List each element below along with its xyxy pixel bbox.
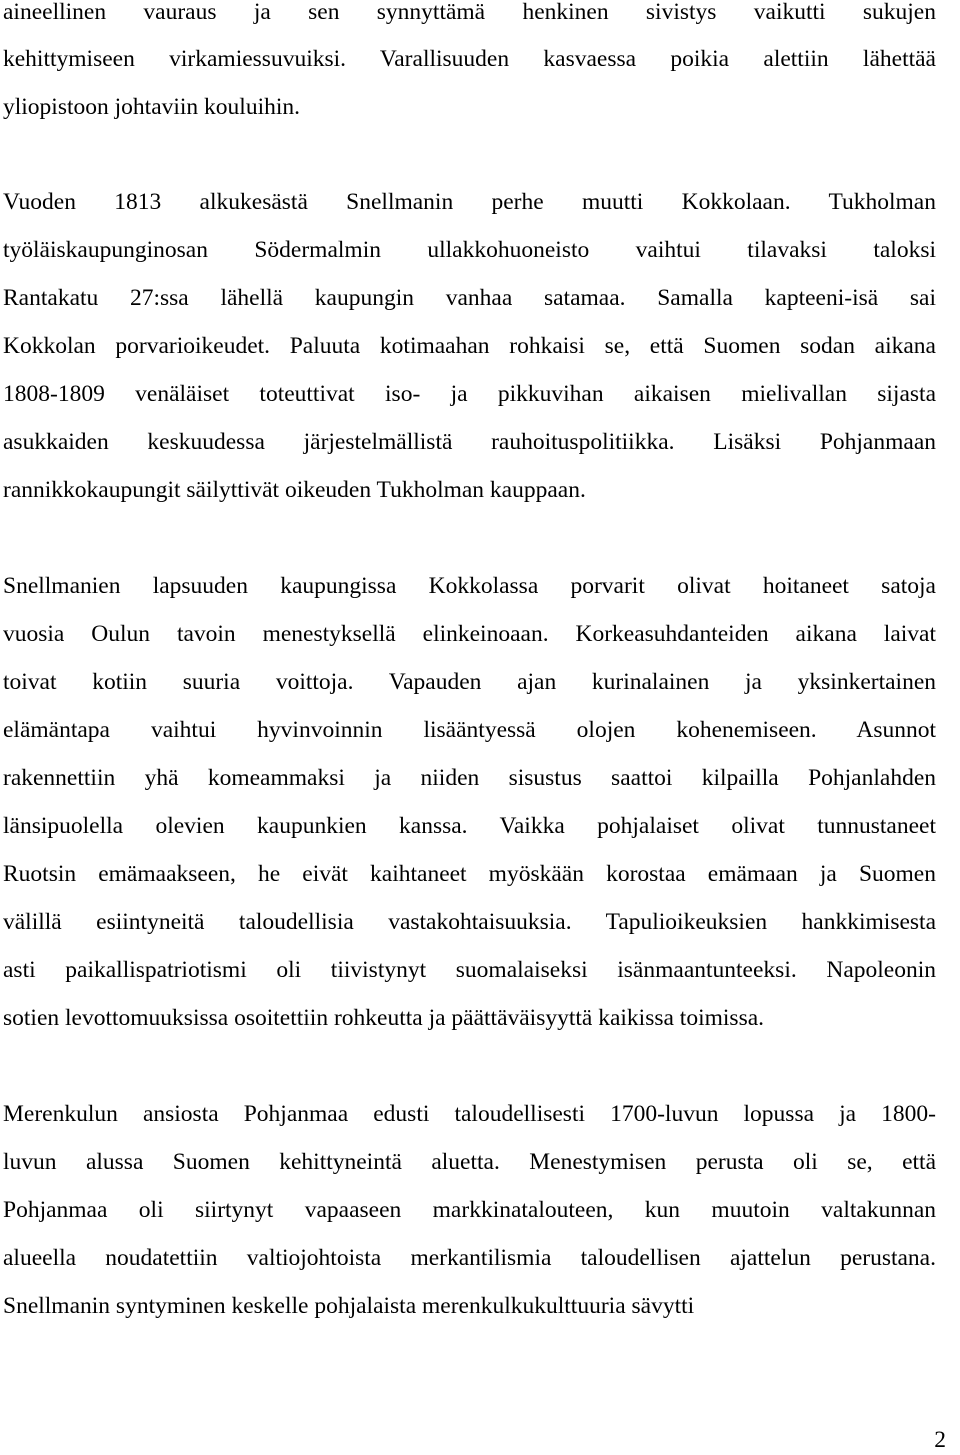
text-line: kehittymiseen virkamiessuvuiksi. Varallisuuden kasvaessa poikia alettiin lähettää	[3, 46, 936, 72]
text-line: Snellmanien lapsuuden kaupungissa Kokkolassa porvarit olivat hoitaneet satoja	[3, 573, 936, 599]
text-line: työläiskaupunginosan Södermalmin ullakkohuoneisto vaihtui tilavaksi taloksi	[3, 237, 936, 263]
text-line: Vuoden 1813 alkukesästä Snellmanin perhe muutti Kokkolaan. Tukholman	[3, 189, 936, 215]
text-line: asukkaiden keskuudessa järjestelmällistä rauhoituspolitiikka. Lisäksi Pohjanmaan	[3, 429, 936, 455]
text-line: yliopistoon johtaviin kouluihin.	[3, 94, 301, 120]
text-line: vuosia Oulun tavoin menestyksellä elinkeinoaan. Korkeasuhdanteiden aikana laivat	[3, 621, 936, 647]
text-line: toivat kotiin suuria voittoja. Vapauden ajan kurinalainen ja yksinkertainen	[3, 669, 936, 695]
text-line: luvun alussa Suomen kehittyneintä aluetta. Menestymisen perusta oli se, että	[3, 1149, 936, 1175]
text-line: Snellmanin syntyminen keskelle pohjalaista merenkulkukulttuuria sävytti	[3, 1293, 695, 1319]
text-line: rannikkokaupungit säilyttivät oikeuden Tukholman kauppaan.	[3, 477, 586, 503]
text-line: Kokkolan porvarioikeudet. Paluuta kotimaahan rohkaisi se, että Suomen sodan aikana	[3, 333, 936, 359]
text-line: Rantakatu 27:ssa lähellä kaupungin vanhaa satamaa. Samalla kapteeni-isä sai	[3, 285, 936, 311]
text-line: aineellinen vauraus ja sen synnyttämä henkinen sivistys vaikutti sukujen	[3, 0, 936, 25]
text-line: asti paikallispatriotismi oli tiivistynyt suomalaiseksi isänmaantunteeksi. Napoleonin	[3, 957, 936, 983]
text-line: Merenkulun ansiosta Pohjanmaa edusti taloudellisesti 1700-luvun lopussa ja 1800-	[3, 1101, 936, 1127]
text-line: sotien levottomuuksissa osoitettiin rohkeutta ja päättäväisyyttä kaikissa toimissa.	[3, 1005, 765, 1031]
text-line: elämäntapa vaihtui hyvinvoinnin lisääntyessä olojen kohenemiseen. Asunnot	[3, 717, 936, 743]
text-line: Pohjanmaa oli siirtynyt vapaaseen markkinatalouteen, kun muutoin valtakunnan	[3, 1197, 936, 1223]
text-line: rakennettiin yhä komeammaksi ja niiden sisustus saattoi kilpailla Pohjanlahden	[3, 765, 936, 791]
page-number: 2	[934, 1427, 946, 1453]
text-line: välillä esiintyneitä taloudellisia vastakohtaisuuksia. Tapulioikeuksien hankkimisesta	[3, 909, 936, 935]
text-line: 1808-1809 venäläiset toteuttivat iso- ja pikkuvihan aikaisen mielivallan sijasta	[3, 381, 936, 407]
text-line: länsipuolella olevien kaupunkien kanssa. Vaikka pohjalaiset olivat tunnustaneet	[3, 813, 936, 839]
text-line: alueella noudatettiin valtiojohtoista merkantilismia taloudellisen ajattelun perustana.	[3, 1245, 936, 1271]
text-line: Ruotsin emämaakseen, he eivät kaihtaneet myöskään korostaa emämaan ja Suomen	[3, 861, 936, 887]
